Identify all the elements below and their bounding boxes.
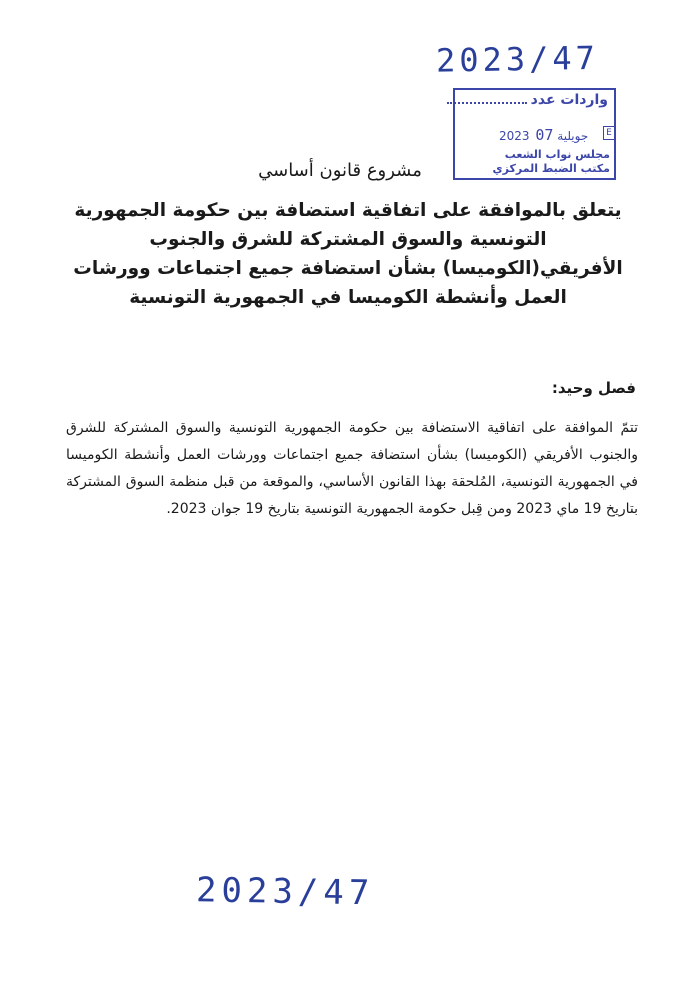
stamp-box-letter: E <box>603 126 615 140</box>
stamp-dotted-line <box>447 102 527 104</box>
stamp-line-1: مجلس نواب الشعب <box>504 148 610 161</box>
article-body: تتمّ الموافقة على اتفاقية الاستضافة بين حكومة الجمهورية التونسية والسوق المشتركة للشرق والجنوب الأفريقي (الكوميسا) بشأن استضافة جميع اجتماعات وورشات العمل وأنشطة الكوميسا في الجمهورية التونسية، المُلحقة بهذا القانون الأساسي، والموقعة من قبل منظمة السوق المشتركة بتاريخ 19 ماي 2023 ومن قِبل حكومة الجمهورية التونسية بتاريخ 19 جوان 2023. <box>66 420 638 517</box>
stamp-line-2: مكتب الضبط المركزي <box>492 162 610 175</box>
stamp-date-day: 07 <box>535 126 554 144</box>
reference-number-bottom: 2023/47 <box>195 870 375 914</box>
stamp-label-row <box>455 92 608 108</box>
registration-stamp <box>453 88 616 180</box>
stamp-label: واردات عدد <box>530 92 608 108</box>
document-subject: يتعلق بالموافقة على اتفاقية استضافة بين حكومة الجمهورية التونسية والسوق المشتركة للشرق والجنوب الأفريقي(الكوميسا) بشأن استضافة جميع اجتماعات وورشات العمل وأنشطة الكوميسا في الجمهورية التونسية <box>73 200 623 308</box>
reference-number-top: 2023/47 <box>435 38 600 80</box>
article-title: فصل وحيد: <box>551 379 636 397</box>
stamp-date-year: 2023 <box>499 129 530 143</box>
stamp-date <box>499 126 588 144</box>
document-heading: مشروع قانون أساسي <box>258 160 422 181</box>
stamp-date-month: جويلية <box>557 129 589 143</box>
